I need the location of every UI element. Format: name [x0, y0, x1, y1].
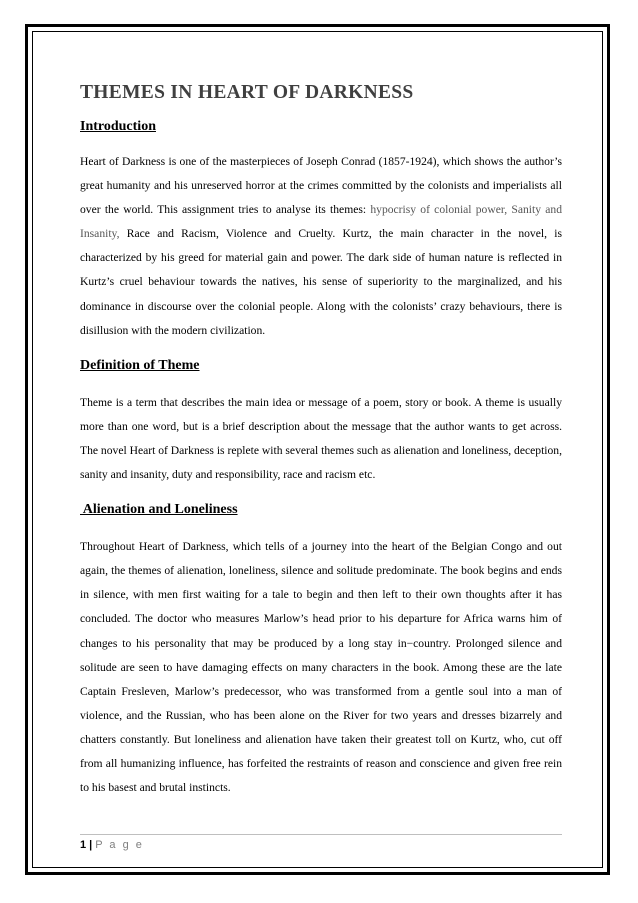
intro-text-highlight: hypocrisy of colonial power, Sanity and Insanity, — [80, 203, 562, 241]
section-paragraph-introduction — [80, 150, 562, 343]
footer-divider — [80, 834, 562, 835]
document-title: THEMES IN HEART OF DARKNESS — [80, 82, 414, 103]
section-paragraph-definition-of-theme: Theme is a term that describes the main idea or message of a poem, story or book. A theme is usually more than one word, but is a brief description about the message that the author wants to get across. The novel Heart of Darkness is replete with several themes such as alienation and loneliness, deception, sanity and insanity, duty and responsibility, race and racism etc. — [80, 395, 562, 482]
page-label: P a g e — [95, 839, 144, 851]
section-heading-definition-of-theme: Definition of Theme — [80, 357, 200, 373]
intro-text-part-2: Race and Racism, Violence and Cruelty. Kurtz, the main character in the novel, is characterized by his greed for material gain and power. The dark side of human nature is reflected in Kurtz’s cruel behaviour towards the natives, his sense of superiority to the marginalized, and his dominance in discourse over the colonial people. Along with the colonists’ crazy behaviours, there is disillusion with the modern civilization. — [80, 227, 562, 337]
section-heading-alienation-and-loneliness: Alienation and Loneliness — [80, 502, 238, 518]
section-paragraph-alienation-and-loneliness: Throughout Heart of Darkness, which tells of a journey into the heart of the Belgian Congo and out again, the themes of alienation, loneliness, silence and solitude predominate. The book begins and ends in silence, with men first waiting for a tale to begin and then left to their own thoughts after it has concluded. The doctor who measures Marlow’s head prior to his departure for Africa warns him of changes to his personality that may be produced by a long stay in−country. Prolonged silence and solitude are seen to have damaging effects on many characters in the book. Among these are the late Captain Fresleven, Marlow’s predecessor, who was transformed from a gentle soul into a man of violence, and the Russian, who has been alone on the River for two years and dresses bizarrely and chatters constantly. But loneliness and alienation have taken their greatest toll on Kurtz, who, cut off from all humanizing influence, has forfeited the restraints of reason and conscience and given free rein to his basest and brutal instincts. — [80, 540, 562, 795]
section-heading-introduction: Introduction — [80, 119, 156, 134]
intro-text-part-1: Heart of Darkness is one of the masterpieces of Joseph Conrad (1857-1924), which shows the author’s great humanity and his unreserved horror at the crimes committed by the colonists and imperialists all over the world. This assignment tries to analyse its themes: — [80, 155, 562, 217]
page-footer — [80, 839, 144, 851]
document-body — [80, 80, 562, 800]
footer-separator: | — [89, 839, 93, 851]
page-number: 1 — [80, 839, 87, 851]
